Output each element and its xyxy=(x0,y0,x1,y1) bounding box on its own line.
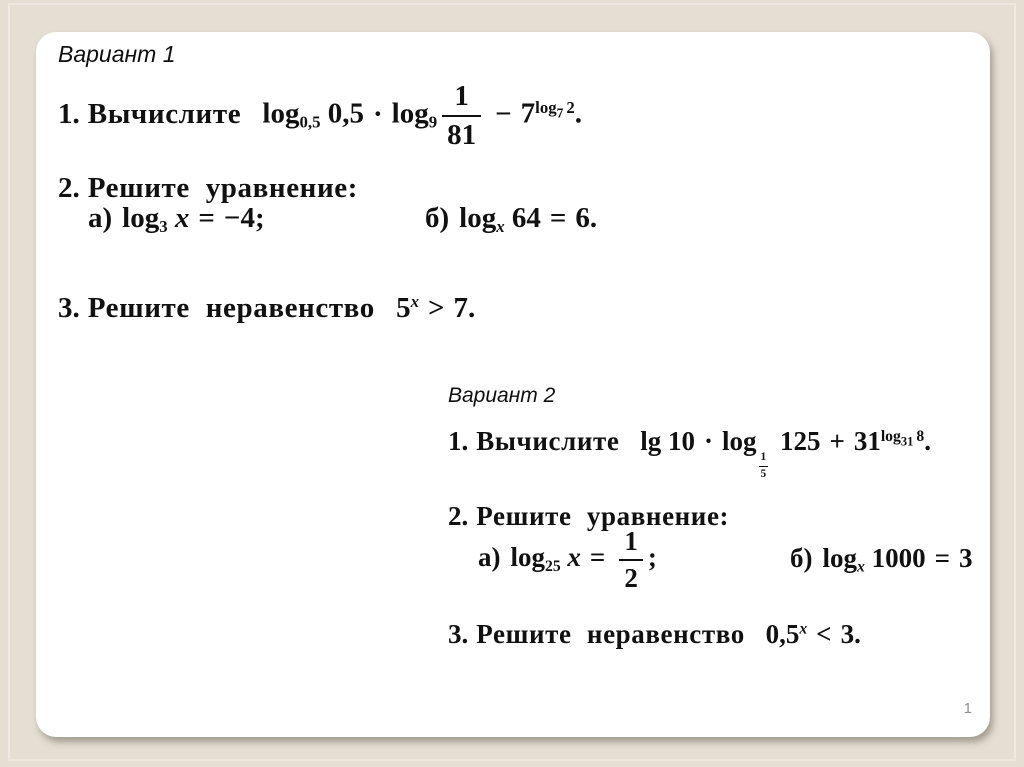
log-argument: 8 xyxy=(916,427,925,445)
log-fn: log xyxy=(880,427,901,445)
task-number: 2. xyxy=(448,501,469,531)
log-fn: log xyxy=(535,97,557,117)
period: . xyxy=(924,426,931,456)
task-number: 2. xyxy=(58,172,80,204)
item-marker: а) xyxy=(88,202,113,234)
fraction-numerator: 1 xyxy=(454,80,469,112)
log-base-fraction xyxy=(759,452,769,480)
variable-x: x xyxy=(174,202,190,234)
item-marker: б) xyxy=(425,202,450,234)
log-fn: log xyxy=(459,202,497,234)
fraction xyxy=(619,528,643,592)
power-base: 5 xyxy=(396,292,411,324)
right-hand-side: 3 xyxy=(958,543,973,573)
log-base-subscript: 25 xyxy=(545,557,561,575)
log-argument: 0,5 xyxy=(327,97,364,130)
log-fn: log xyxy=(262,97,300,130)
plus-sign: + xyxy=(829,426,845,456)
log-fn: log xyxy=(822,543,858,573)
variant1-task2-item-b xyxy=(425,200,597,237)
exponent: x xyxy=(410,291,419,311)
equals-sign: = xyxy=(589,542,606,573)
fraction-denominator: 2 xyxy=(624,563,638,593)
equals-sign: = xyxy=(934,543,950,573)
log-base-subscript: x xyxy=(496,217,505,237)
slide xyxy=(36,32,990,737)
power-base: 7 xyxy=(520,97,536,130)
task-number: 3. xyxy=(448,619,469,649)
log-base-subscript: 3 xyxy=(159,217,168,237)
task-number: 1. xyxy=(448,426,469,456)
right-hand-side: 3. xyxy=(840,619,861,649)
less-than-sign: < xyxy=(816,619,832,649)
period: . xyxy=(574,97,583,130)
log-argument: 2 xyxy=(566,97,575,117)
log-argument: 64 xyxy=(511,202,541,234)
equals-sign: = xyxy=(549,202,567,234)
variant1-title: Вариант 1 xyxy=(58,41,176,67)
greater-than-sign: > xyxy=(428,292,445,324)
lg-fn: lg xyxy=(640,426,662,456)
task-label: Вычислите xyxy=(476,426,620,456)
variant2-task1 xyxy=(448,425,931,480)
exponent xyxy=(880,427,925,448)
lg-argument: 10 xyxy=(667,426,695,456)
log-base-subscript: 7 xyxy=(556,105,564,121)
right-hand-side: −4; xyxy=(223,202,265,234)
log-fn: log xyxy=(510,542,546,573)
log-argument: 125 xyxy=(779,426,821,456)
fraction-denominator: 81 xyxy=(447,119,477,151)
variable-x: x xyxy=(567,542,581,573)
log-fn: log xyxy=(391,97,429,130)
task-label: Решите неравенство xyxy=(87,292,375,324)
variant1-task1 xyxy=(58,82,582,150)
multiply-dot: · xyxy=(703,426,713,456)
variant1-task3 xyxy=(58,290,475,326)
log-fn: log xyxy=(122,202,160,234)
log-argument: 1000 xyxy=(871,543,926,573)
fraction xyxy=(442,82,481,150)
item-marker: б) xyxy=(790,543,813,573)
task-label: Решите уравнение: xyxy=(476,501,730,531)
right-hand-side: 6. xyxy=(575,202,598,234)
task-label: Вычислите xyxy=(87,97,242,130)
variant2-title: Вариант 2 xyxy=(448,384,556,407)
task-number: 3. xyxy=(58,292,80,324)
page-number: 1 xyxy=(963,700,972,717)
multiply-dot: · xyxy=(373,97,383,130)
variant2-task3 xyxy=(448,618,861,652)
item-marker: а) xyxy=(478,542,501,573)
task-label: Решите уравнение: xyxy=(87,172,359,204)
log-base-subscript: 31 xyxy=(900,433,914,448)
fraction-numerator: 1 xyxy=(760,451,767,464)
task-label: Решите неравенство xyxy=(476,619,745,649)
variant2-task2-item-b xyxy=(790,542,972,577)
task-number: 1. xyxy=(58,97,80,130)
equals-sign: = xyxy=(198,202,215,234)
right-hand-side: 7. xyxy=(453,292,476,324)
log-base-subscript: 0,5 xyxy=(299,112,321,132)
semicolon: ; xyxy=(647,542,657,573)
log-fn: log xyxy=(722,426,757,456)
log-base-subscript: 9 xyxy=(428,112,438,132)
variant2-task2-item-a xyxy=(478,528,657,592)
minus-sign: − xyxy=(495,97,512,130)
exponent xyxy=(535,97,575,121)
power-base: 31 xyxy=(853,426,881,456)
power-base: 0,5 xyxy=(765,619,800,649)
fraction-denominator: 5 xyxy=(760,467,767,480)
fraction-numerator: 1 xyxy=(624,526,638,556)
exponent: x xyxy=(799,620,808,638)
log-base-subscript: x xyxy=(857,558,865,576)
variant1-task2-item-a xyxy=(88,200,265,237)
